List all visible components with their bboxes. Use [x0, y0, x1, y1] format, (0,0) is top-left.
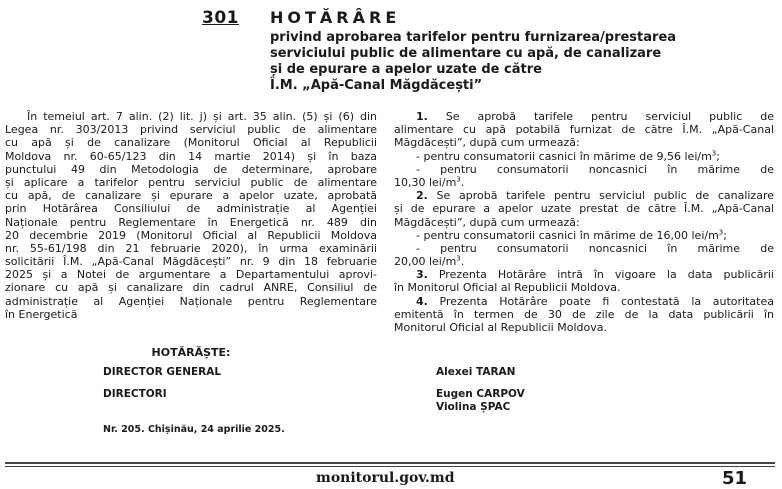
tariff-noncasnici-water: - pentru consumatorii noncasnici în mărime de — [416, 162, 774, 176]
decision-number: 301 — [202, 8, 239, 28]
point-number: 4. — [416, 294, 428, 308]
tariff-text: - pentru consumatorii casnici în mărime de 16,00 lei/m — [416, 228, 719, 242]
subtitle-line: privind aprobarea tarifelor pentru furnizarea/prestarea — [270, 30, 677, 45]
tariff-noncasnici-water-value — [394, 176, 774, 189]
punct: ; — [716, 149, 720, 163]
tariff-household-sewage — [394, 229, 774, 242]
preamble-line: 20 decembrie 2019 (Monitorul Oficial al Republicii Moldova — [5, 228, 377, 242]
preamble-line: solicitării Î.M. „Apă-Canal Măgdăcești” nr. 9 din 18 februarie — [5, 255, 377, 269]
tariff-noncasnici-sewage-value — [394, 255, 774, 268]
punct: . — [460, 255, 465, 269]
preamble-line: 2025 și a Notei de argumentare a Departamentului aprovi- — [5, 268, 377, 282]
subtitle-line: și de epurare a apelor uzate de către — [270, 62, 542, 77]
point-3-line: în Monitorul Oficial al Republicii Moldova. — [394, 281, 621, 295]
director-general-name: Alexei TARAN — [436, 366, 516, 378]
tariff-text: 10,30 lei/m — [394, 175, 457, 189]
subtitle-line: Î.M. „Apă-Canal Măgdăcești” — [270, 78, 483, 93]
director-name: Violina ȘPAC — [436, 401, 511, 413]
punct: ; — [723, 228, 727, 242]
tariff-noncasnici-sewage: - pentru consumatorii noncasnici în mărime de — [416, 241, 774, 255]
point-4-line: emitentă în termen de 30 de zile de la data publicării în — [394, 307, 774, 321]
decision-reference: Nr. 205. Chișinău, 24 aprilie 2025. — [103, 424, 285, 435]
preamble-line: În temeiul art. 7 alin. (2) lit. j) și art. 35 alin. (5) și (6) din — [27, 110, 377, 123]
preamble-line: punctului 49 din Metodologia de determinare, aprobare — [5, 162, 377, 176]
point-3-line — [394, 268, 774, 281]
point-text: Prezenta Hotărâre intră în vigoare la data publicării — [438, 268, 774, 282]
preamble-column — [5, 110, 377, 321]
preamble-line: cu apă și de canalizare (Monitorul Oficial al Republicii — [5, 136, 377, 150]
page-number: 51 — [722, 468, 748, 489]
preamble-line: Naționale pentru Reglementare în Energetică nr. 489 din — [5, 215, 377, 229]
decision-subtitle — [270, 30, 740, 94]
point-number: 1. — [416, 110, 428, 123]
tariff-text: - pentru consumatorii casnici în mărime de 9,56 lei/m — [416, 149, 712, 163]
point-number: 3. — [416, 268, 428, 282]
point-text: Se aprobă tarifele pentru serviciul public de canalizare — [436, 189, 774, 203]
preamble-line: și aplicare a tarifelor pentru serviciul public de alimentare — [5, 175, 377, 189]
tariff-household-water — [394, 150, 774, 163]
point-2-line: și de epurare a apelor uzate prestat de către Î.M. „Apă-Canal — [394, 202, 774, 216]
decides-heading: HOTĂRĂȘTE: — [151, 346, 231, 359]
footer-divider — [5, 466, 775, 467]
point-2-line: Măgdăcești”, după cum urmează: — [394, 215, 580, 229]
points-column — [394, 110, 774, 334]
director-name: Eugen CARPOV — [436, 388, 525, 400]
footer-divider — [5, 462, 775, 464]
preamble-line: Legea nr. 303/2013 privind serviciul public de alimentare — [5, 123, 377, 137]
unit-exponent: 3 — [718, 228, 724, 237]
point-text: Prezenta Hotărâre poate fi contestată la autoritatea — [439, 294, 774, 308]
preamble-line: Moldova nr. 60-65/123 din 14 martie 2014) și în baza — [5, 149, 377, 163]
unit-exponent: 3 — [456, 175, 461, 184]
point-1-line — [394, 110, 774, 123]
point-4-line — [394, 295, 774, 308]
point-number: 2. — [416, 189, 428, 203]
preamble-line: zionare cu apă și canalizare din cadrul ANRE, Consiliul de — [5, 281, 377, 295]
point-4-line: Monitorul Oficial al Republicii Moldova. — [394, 321, 607, 334]
unit-exponent: 3 — [456, 254, 461, 263]
preamble-line: cu apă, de canalizare și epurare a apelor uzate, aprobată — [5, 189, 377, 203]
decision-title: HOTĂRÂRE — [270, 8, 401, 27]
tariff-text: 20,00 lei/m — [394, 255, 457, 269]
unit-exponent: 3 — [711, 148, 717, 157]
subtitle-line: serviciului public de alimentare cu apă, de canalizare — [270, 46, 662, 61]
punct: . — [460, 175, 465, 189]
point-1-line: alimentare cu apă potabilă furnizat de către Î.M. „Apă-Canal — [394, 123, 774, 137]
preamble-line: prin Hotărârea Consiliului de administrație al Agenției — [5, 202, 377, 216]
preamble-line: nr. 55-61/198 din 21 februarie 2020), în urma examinării — [5, 241, 377, 255]
point-1-line: Măgdăcești”, după cum urmează: — [394, 136, 580, 150]
directors-label: DIRECTORI — [103, 388, 167, 400]
point-text: Se aprobă tarifele pentru serviciul public de — [445, 110, 774, 123]
footer-site: monitorul.gov.md — [316, 470, 455, 486]
preamble-line: administrație al Agenției Naționale pentru Reglementare — [5, 294, 377, 308]
point-2-line — [394, 189, 774, 202]
director-general-label: DIRECTOR GENERAL — [103, 366, 222, 378]
preamble-line: în Energetică — [5, 307, 78, 321]
